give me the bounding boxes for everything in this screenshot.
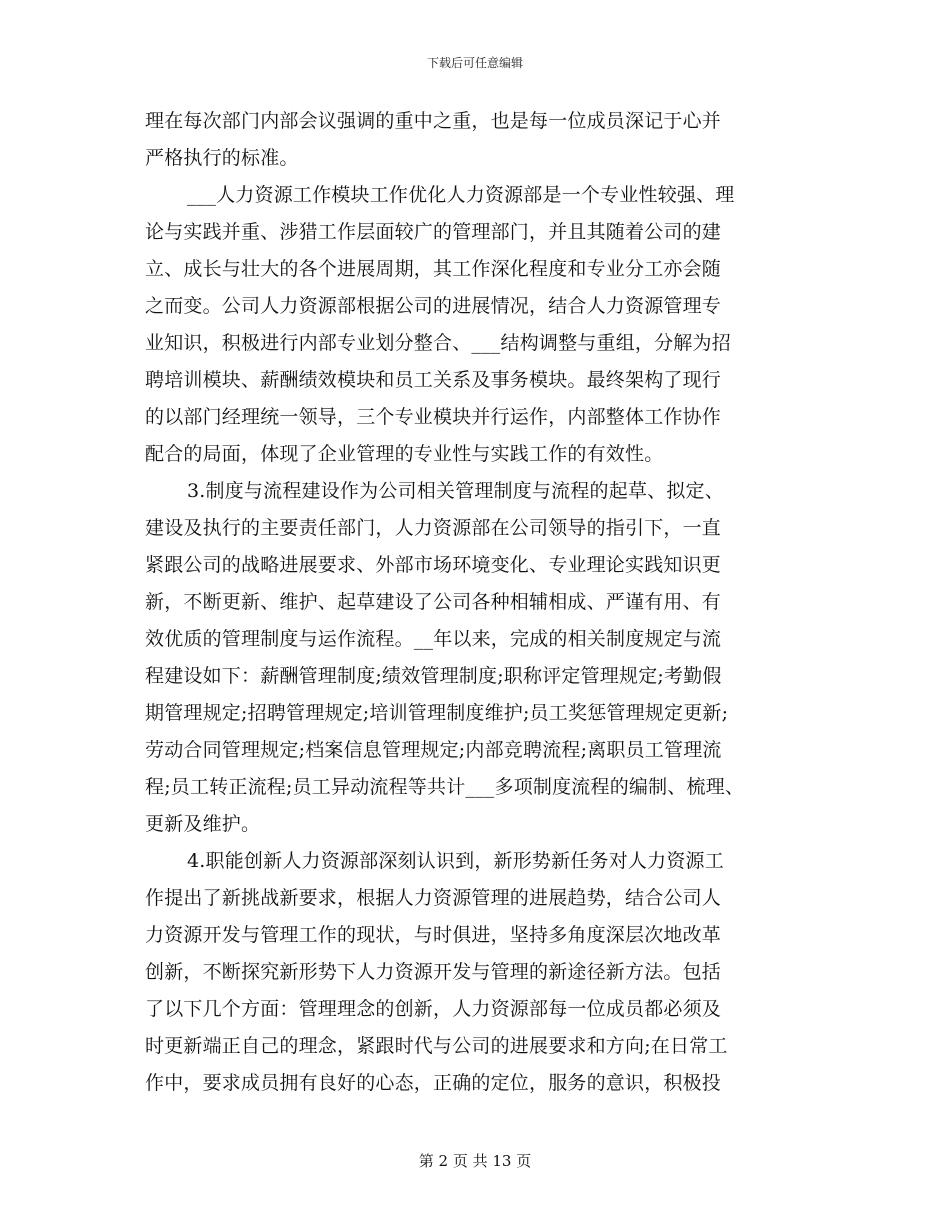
text-line: 的以部门经理统一领导，三个专业模块并行运作，内部整体工作协作	[145, 406, 722, 428]
text-line: 之而变。公司人力资源部根据公司的进展情况，结合人力资源管理专	[145, 295, 722, 317]
text-line: 聘培训模块、薪酬绩效模块和员工关系及事务模块。最终架构了现行	[145, 369, 722, 391]
text-line: 期管理规定;招聘管理规定;培训管理制度维护;员工奖惩管理规定更新;	[145, 702, 729, 724]
text-line: 立、成长与壮大的各个进展周期，其工作深化程度和专业分工亦会随	[145, 258, 722, 280]
text-line: 论与实践并重、涉猎工作层面较广的管理部门，并且其随着公司的建	[145, 221, 722, 243]
document-body	[145, 103, 813, 1102]
text-line: 力资源开发与管理工作的现状，与时俱进，坚持多角度深层次地改革	[145, 924, 722, 946]
text-line: 效优质的管理制度与运作流程。__年以来，完成的相关制度规定与流	[145, 628, 722, 650]
text-line: 新，不断更新、维护、起草建设了公司各种相辅相成、严谨有用、有	[145, 591, 722, 613]
text-line: 创新，不断探究新形势下人力资源开发与管理的新途径新方法。包括	[145, 961, 722, 983]
page-number-footer: 第 2 页 共 13 页	[418, 1152, 532, 1170]
text-line: 作提出了新挑战新要求，根据人力资源管理的进展趋势，结合公司人	[145, 887, 722, 909]
paragraph-start-line: 3.制度与流程建设作为公司相关管理制度与流程的起草、拟定、	[187, 480, 724, 502]
text-line: 程;员工转正流程;员工异动流程等共计___多项制度流程的编制、梳理、	[145, 776, 745, 798]
text-line: 了以下几个方面：管理理念的创新，人力资源部每一位成员都必须及	[145, 998, 722, 1020]
text-line: 业知识，积极进行内部专业划分整合、___结构调整与重组，分解为招	[145, 332, 731, 354]
text-line: 建设及执行的主要责任部门，人力资源部在公司领导的指引下，一直	[145, 517, 722, 539]
text-line: 配合的局面，体现了企业管理的专业性与实践工作的有效性。	[145, 443, 664, 465]
text-line: 严格执行的标准。	[145, 147, 299, 169]
text-line: 时更新端正自己的理念，紧跟时代与公司的进展要求和方向;在日常工	[145, 1035, 728, 1057]
text-line: 作中，要求成员拥有良好的心态，正确的定位，服务的意识，积极投	[145, 1072, 722, 1094]
text-line: 劳动合同管理规定;档案信息管理规定;内部竞聘流程;离职员工管理流	[145, 739, 722, 761]
text-line: 更新及维护。	[145, 813, 261, 835]
paragraph-start-line: ___人力资源工作模块工作优化人力资源部是一个专业性较强、理	[187, 184, 735, 206]
text-line: 紧跟公司的战略进展要求、外部市场环境变化、专业理论实践知识更	[145, 554, 722, 576]
page-header: 下载后可任意编辑	[426, 56, 523, 70]
text-line: 程建设如下：薪酬管理制度;绩效管理制度;职称评定管理规定;考勤假	[145, 665, 722, 687]
text-line: 理在每次部门内部会议强调的重中之重，也是每一位成员深记于心并	[145, 110, 722, 132]
paragraph-start-line: 4.职能创新人力资源部深刻认识到，新形势新任务对人力资源工	[187, 850, 724, 872]
